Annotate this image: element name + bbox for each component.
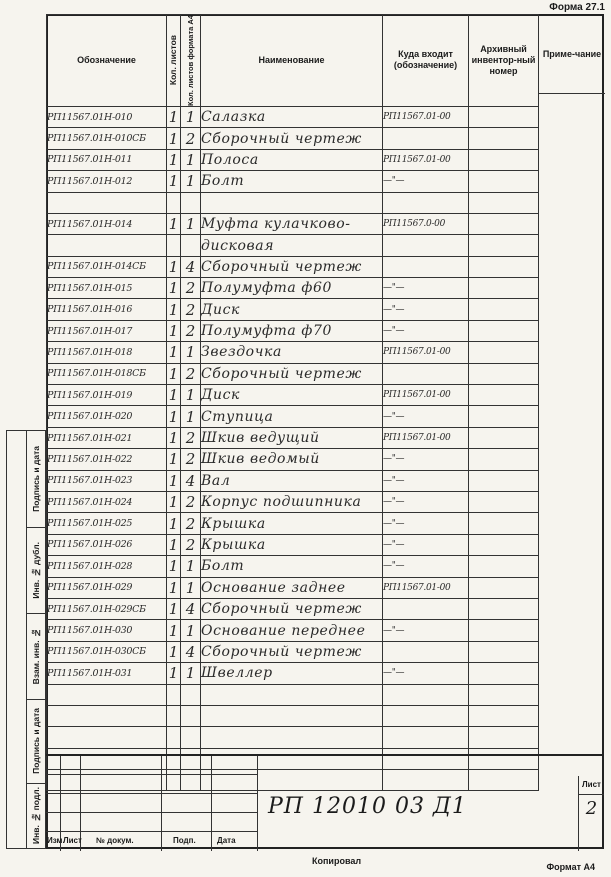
label-signature: Подп.: [173, 836, 196, 845]
row-where-used: [383, 363, 469, 384]
row-where-used: —"—: [383, 556, 469, 577]
row-name: Полумуфта ф70: [201, 320, 383, 341]
row-name: Полоса: [201, 149, 383, 170]
row-archive-number: [469, 577, 539, 598]
row-sheets-count: [167, 727, 181, 748]
row-sheets-a4: 4: [181, 256, 201, 277]
table-row: [47, 598, 539, 619]
row-name: Швеллер: [201, 663, 383, 684]
row-code: РП11567.01Н-021: [47, 427, 167, 448]
row-where-used: РП11567.01-00: [383, 106, 469, 127]
document-number: РП 12010 03 Д1: [268, 794, 467, 819]
row-sheets-a4: 1: [181, 556, 201, 577]
row-sheets-a4: 1: [181, 171, 201, 192]
table-row: [47, 449, 539, 470]
row-name: Крышка: [201, 534, 383, 555]
row-where-used: [383, 235, 469, 256]
row-archive-number: [469, 620, 539, 641]
row-where-used: [383, 192, 469, 213]
row-code: РП11567.01Н-022: [47, 449, 167, 470]
row-name: Полумуфта ф60: [201, 278, 383, 299]
row-sheets-a4: 2: [181, 427, 201, 448]
row-archive-number: [469, 342, 539, 363]
row-code: РП11567.01Н-012: [47, 171, 167, 192]
row-archive-number: [469, 556, 539, 577]
notes-column: [538, 14, 605, 754]
row-sheets-count: 1: [167, 534, 181, 555]
sidebar-inv-number: Инв. № подл.: [30, 787, 41, 844]
row-archive-number: [469, 320, 539, 341]
row-sheets-count: 1: [167, 213, 181, 234]
row-sheets-a4: 2: [181, 299, 201, 320]
table-row: [47, 492, 539, 513]
row-code: РП11567.01Н-017: [47, 320, 167, 341]
row-sheets-a4: 2: [181, 449, 201, 470]
row-name: дисковая: [201, 235, 383, 256]
row-archive-number: [469, 278, 539, 299]
row-name: Сборочный чертеж: [201, 128, 383, 149]
row-where-used: —"—: [383, 513, 469, 534]
table-row: [47, 534, 539, 555]
col-archive-number: Архивный инвентор-ный номер: [469, 15, 539, 107]
copied-label: Копировал: [312, 856, 362, 866]
row-archive-number: [469, 213, 539, 234]
row-archive-number: [469, 106, 539, 127]
row-code: РП11567.01Н-024: [47, 492, 167, 513]
row-sheets-a4: [181, 705, 201, 726]
row-where-used: РП11567.0-00: [383, 213, 469, 234]
label-change: Изм.: [47, 836, 65, 845]
row-sheets-count: [167, 235, 181, 256]
table-row: [47, 556, 539, 577]
row-sheets-count: 1: [167, 577, 181, 598]
row-code: РП11567.01Н-025: [47, 513, 167, 534]
row-sheets-count: 1: [167, 427, 181, 448]
row-sheets-count: [167, 192, 181, 213]
row-archive-number: [469, 256, 539, 277]
row-archive-number: [469, 641, 539, 662]
table-row: [47, 106, 539, 127]
row-sheets-a4: 4: [181, 470, 201, 491]
row-where-used: РП11567.01-00: [383, 149, 469, 170]
row-sheets-count: 1: [167, 492, 181, 513]
col-sheets-a4: Кол. листов формата А4: [181, 15, 201, 107]
row-code: РП11567.01Н-031: [47, 663, 167, 684]
row-sheets-a4: 2: [181, 320, 201, 341]
row-sheets-a4: 2: [181, 513, 201, 534]
row-where-used: —"—: [383, 171, 469, 192]
table-row: [47, 278, 539, 299]
row-where-used: РП11567.01-00: [383, 427, 469, 448]
row-code: [47, 192, 167, 213]
row-sheets-a4: [181, 235, 201, 256]
row-sheets-count: 1: [167, 342, 181, 363]
row-name: Сборочный чертеж: [201, 256, 383, 277]
table-row: [47, 171, 539, 192]
row-where-used: [383, 128, 469, 149]
row-code: РП11567.01Н-020: [47, 406, 167, 427]
row-code: РП11567.01Н-023: [47, 470, 167, 491]
row-sheets-count: 1: [167, 513, 181, 534]
row-name: Корпус подшипника: [201, 492, 383, 513]
table-row: [47, 385, 539, 406]
row-name: [201, 705, 383, 726]
row-archive-number: [469, 449, 539, 470]
table-row: [47, 577, 539, 598]
row-archive-number: [469, 663, 539, 684]
table-row: [47, 641, 539, 662]
row-sheets-a4: 1: [181, 213, 201, 234]
row-name: Звездочка: [201, 342, 383, 363]
row-sheets-a4: 1: [181, 342, 201, 363]
sidebar-dup-inv: Инв. № дубл.: [26, 527, 45, 614]
row-name: Шкив ведущий: [201, 427, 383, 448]
row-sheets-a4: 1: [181, 149, 201, 170]
row-sheets-count: 1: [167, 320, 181, 341]
row-code: РП11567.01Н-030: [47, 620, 167, 641]
table-row: [47, 299, 539, 320]
row-archive-number: [469, 598, 539, 619]
col-designation: Обозначение: [47, 15, 167, 107]
row-where-used: РП11567.01-00: [383, 342, 469, 363]
row-archive-number: [469, 363, 539, 384]
sidebar-sign-date-2: Подпись и дата: [26, 699, 45, 784]
table-row: [47, 320, 539, 341]
row-archive-number: [469, 192, 539, 213]
row-sheets-a4: 2: [181, 492, 201, 513]
form-label: Форма 27.1: [549, 2, 605, 13]
title-block-grid: [46, 756, 258, 851]
row-sheets-count: 1: [167, 641, 181, 662]
row-code: РП11567.01Н-018: [47, 342, 167, 363]
row-name: Муфта кулачково-: [201, 213, 383, 234]
col-name: Наименование: [201, 15, 383, 107]
row-code: [47, 727, 167, 748]
row-sheets-a4: 2: [181, 278, 201, 299]
row-sheets-a4: 4: [181, 598, 201, 619]
table-header-row: [47, 15, 539, 107]
table-body: [47, 106, 539, 791]
row-name: Болт: [201, 171, 383, 192]
row-sheets-a4: 1: [181, 106, 201, 127]
row-where-used: [383, 256, 469, 277]
row-sheets-a4: [181, 192, 201, 213]
sheet-number-value: 2: [585, 798, 598, 819]
table-row: [47, 192, 539, 213]
row-archive-number: [469, 492, 539, 513]
row-sheets-count: 1: [167, 620, 181, 641]
title-block: [46, 754, 604, 851]
row-code: [47, 235, 167, 256]
row-archive-number: [469, 427, 539, 448]
row-sheets-count: 1: [167, 556, 181, 577]
row-code: РП11567.01Н-014СБ: [47, 256, 167, 277]
row-archive-number: [469, 171, 539, 192]
row-sheets-a4: 4: [181, 641, 201, 662]
row-sheets-count: [167, 705, 181, 726]
row-where-used: —"—: [383, 449, 469, 470]
row-name: Крышка: [201, 513, 383, 534]
table-row: [47, 149, 539, 170]
row-code: РП11567.01Н-028: [47, 556, 167, 577]
label-doc-no: № докум.: [96, 836, 134, 845]
row-name: Диск: [201, 299, 383, 320]
row-where-used: [383, 684, 469, 705]
row-name: Основание заднее: [201, 577, 383, 598]
table-row: [47, 363, 539, 384]
row-archive-number: [469, 235, 539, 256]
row-sheets-a4: 2: [181, 363, 201, 384]
row-where-used: РП11567.01-00: [383, 385, 469, 406]
row-where-used: —"—: [383, 406, 469, 427]
row-sheets-count: [167, 684, 181, 705]
sidebar-replaced: Взам. инв. №: [26, 613, 45, 700]
row-sheets-count: 1: [167, 106, 181, 127]
row-archive-number: [469, 406, 539, 427]
table-row: [47, 684, 539, 705]
row-code: [47, 705, 167, 726]
table-row: [47, 513, 539, 534]
row-code: РП11567.01Н-010СБ: [47, 128, 167, 149]
col-notes: Приме-чание: [539, 14, 605, 94]
row-code: РП11567.01Н-016: [47, 299, 167, 320]
row-sheets-a4: 2: [181, 534, 201, 555]
row-code: РП11567.01Н-014: [47, 213, 167, 234]
row-name: Вал: [201, 470, 383, 491]
row-where-used: [383, 641, 469, 662]
row-archive-number: [469, 299, 539, 320]
row-where-used: —"—: [383, 534, 469, 555]
table-row: [47, 620, 539, 641]
specification-table: [46, 14, 539, 791]
row-archive-number: [469, 534, 539, 555]
row-sheets-a4: 1: [181, 406, 201, 427]
row-code: РП11567.01Н-029СБ: [47, 598, 167, 619]
row-sheets-a4: 1: [181, 620, 201, 641]
row-archive-number: [469, 128, 539, 149]
col-sheets-count: Кол. листов: [167, 15, 181, 107]
row-where-used: —"—: [383, 320, 469, 341]
row-archive-number: [469, 385, 539, 406]
row-name: [201, 684, 383, 705]
row-name: Сборочный чертеж: [201, 641, 383, 662]
row-sheets-a4: 1: [181, 385, 201, 406]
row-archive-number: [469, 470, 539, 491]
row-sheets-count: 1: [167, 449, 181, 470]
table-row: [47, 256, 539, 277]
sheet-number-label: Лист: [579, 776, 604, 795]
label-date: Дата: [217, 836, 236, 845]
row-name: [201, 192, 383, 213]
row-name: Основание переднее: [201, 620, 383, 641]
row-code: РП11567.01Н-030СБ: [47, 641, 167, 662]
row-code: РП11567.01Н-010: [47, 106, 167, 127]
table-row: [47, 705, 539, 726]
row-sheets-count: 1: [167, 128, 181, 149]
row-sheets-a4: [181, 684, 201, 705]
table-row: [47, 213, 539, 234]
row-sheets-count: 1: [167, 470, 181, 491]
row-sheets-count: 1: [167, 171, 181, 192]
table-row: [47, 406, 539, 427]
row-archive-number: [469, 149, 539, 170]
table-row: [47, 727, 539, 748]
row-code: РП11567.01Н-019: [47, 385, 167, 406]
row-code: РП11567.01Н-015: [47, 278, 167, 299]
row-name: Шкив ведомый: [201, 449, 383, 470]
row-code: РП11567.01Н-018СБ: [47, 363, 167, 384]
row-name: Салазка: [201, 106, 383, 127]
row-code: РП11567.01Н-026: [47, 534, 167, 555]
row-sheets-a4: 2: [181, 128, 201, 149]
row-where-used: [383, 598, 469, 619]
row-code: РП11567.01Н-029: [47, 577, 167, 598]
row-name: Сборочный чертеж: [201, 363, 383, 384]
table-row: [47, 427, 539, 448]
row-sheets-count: 1: [167, 149, 181, 170]
row-name: Диск: [201, 385, 383, 406]
row-sheets-a4: [181, 727, 201, 748]
table-row: [47, 342, 539, 363]
table-row: [47, 235, 539, 256]
row-where-used: РП11567.01-00: [383, 577, 469, 598]
row-where-used: —"—: [383, 470, 469, 491]
row-where-used: —"—: [383, 663, 469, 684]
sidebar-sign-date-1: Подпись и дата: [26, 431, 45, 528]
row-code: РП11567.01Н-011: [47, 149, 167, 170]
row-where-used: [383, 727, 469, 748]
row-sheets-count: 1: [167, 363, 181, 384]
row-name: Ступица: [201, 406, 383, 427]
row-archive-number: [469, 513, 539, 534]
label-sheet: Лист: [63, 836, 82, 845]
row-where-used: —"—: [383, 492, 469, 513]
row-sheets-a4: 1: [181, 663, 201, 684]
row-name: Сборочный чертеж: [201, 598, 383, 619]
row-sheets-a4: 1: [181, 577, 201, 598]
col-where-used: Куда входит (обозначение): [383, 15, 469, 107]
row-where-used: —"—: [383, 299, 469, 320]
row-sheets-count: 1: [167, 256, 181, 277]
row-archive-number: [469, 684, 539, 705]
table-row: [47, 128, 539, 149]
left-margin-stamp: [6, 430, 46, 849]
row-where-used: —"—: [383, 278, 469, 299]
row-archive-number: [469, 705, 539, 726]
row-where-used: [383, 705, 469, 726]
row-sheets-count: 1: [167, 385, 181, 406]
table-row: [47, 470, 539, 491]
row-sheets-count: 1: [167, 598, 181, 619]
row-sheets-count: 1: [167, 663, 181, 684]
row-sheets-count: 1: [167, 406, 181, 427]
row-sheets-count: 1: [167, 299, 181, 320]
format-label: Формат А4: [546, 862, 595, 872]
row-where-used: —"—: [383, 620, 469, 641]
title-block-labels: [46, 831, 258, 851]
row-sheets-count: 1: [167, 278, 181, 299]
row-archive-number: [469, 727, 539, 748]
row-name: [201, 727, 383, 748]
table-row: [47, 663, 539, 684]
sheet-number-cell: [578, 776, 604, 851]
row-code: [47, 684, 167, 705]
row-name: Болт: [201, 556, 383, 577]
